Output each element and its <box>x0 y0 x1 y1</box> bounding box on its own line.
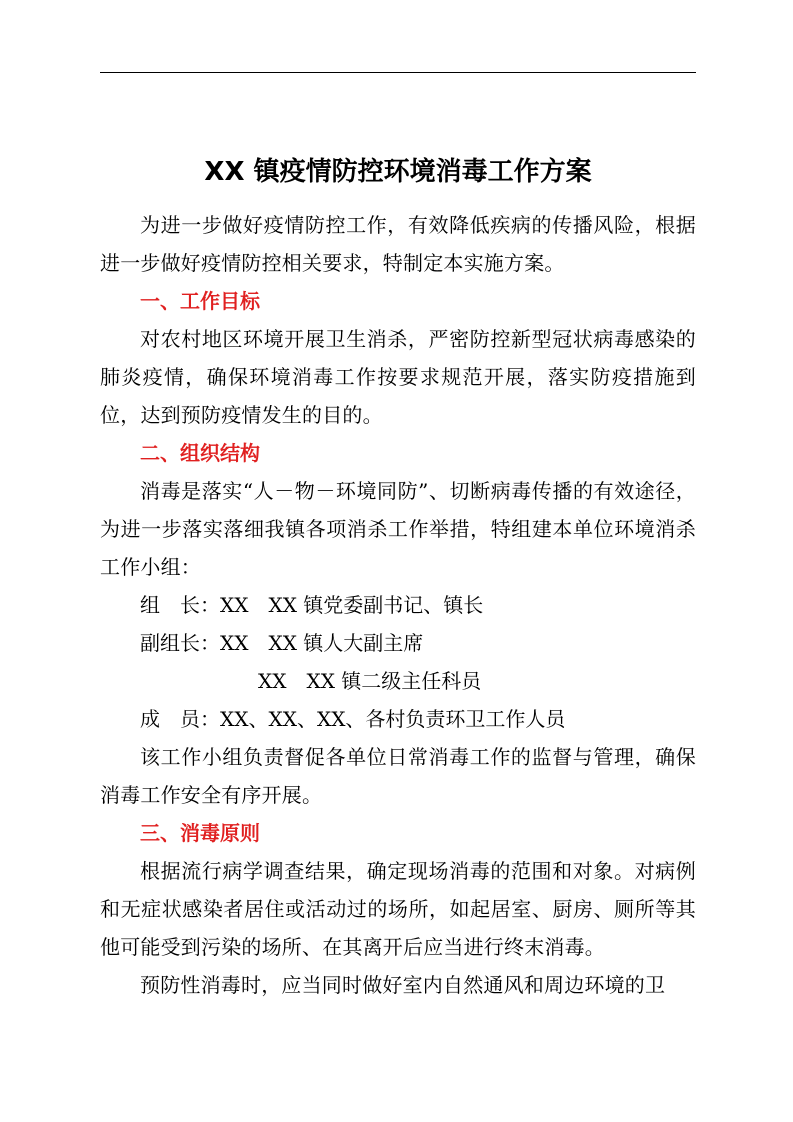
goals-paragraph: 对农村地区环境开展卫生消杀，严密防控新型冠状病毒感染的肺炎疫情，确保环境消毒工作按要求规范开展，落实防疫措施到位，达到预防疫情发生的目的。 <box>100 327 696 427</box>
header-rule <box>100 72 696 73</box>
member-value: XX、XX、XX、各村负责环卫工作人员 <box>220 707 566 731</box>
member-row-deputy <box>100 624 696 662</box>
member-label: 组 长： <box>140 593 220 617</box>
member-row-members <box>100 700 696 738</box>
member-value: XX XX 镇党委副书记、镇长 <box>220 593 484 617</box>
organization-paragraph: 消毒是落实“人－物－环境同防”、切断病毒传播的有效途径，为进一步落实落细我镇各项消杀工作举措，特组建本单位环境消杀工作小组： <box>100 479 696 579</box>
principles-paragraph-1: 根据流行病学调查结果，确定现场消毒的范围和对象。对病例和无症状感染者居住或活动过的场所，如起居室、厨房、厕所等其他可能受到污染的场所、在其离开后应当进行终末消毒。 <box>100 859 696 959</box>
member-value: XX XX 镇二级主任科员 <box>258 669 482 693</box>
section-heading-principles: 三、消毒原则 <box>140 821 260 845</box>
member-row-deputy-2 <box>100 662 696 700</box>
intro-paragraph: 为进一步做好疫情防控工作，有效降低疾病的传播风险，根据进一步做好疫情防控相关要求，特制定本实施方案。 <box>100 213 696 275</box>
member-label: 成 员： <box>140 707 220 731</box>
member-value: XX XX 镇人大副主席 <box>220 631 424 655</box>
document-body <box>100 150 696 1004</box>
member-row-leader <box>100 586 696 624</box>
principles-paragraph-2: 预防性消毒时，应当同时做好室内自然通风和周边环境的卫 <box>140 973 666 997</box>
document-title: XX 镇疫情防控环境消毒工作方案 <box>204 157 592 187</box>
member-label: 副组长： <box>140 631 220 655</box>
section-heading-organization: 二、组织结构 <box>140 441 260 465</box>
section-heading-goals: 一、工作目标 <box>140 289 260 313</box>
organization-duty-paragraph: 该工作小组负责督促各单位日常消毒工作的监督与管理，确保消毒工作安全有序开展。 <box>100 745 696 807</box>
